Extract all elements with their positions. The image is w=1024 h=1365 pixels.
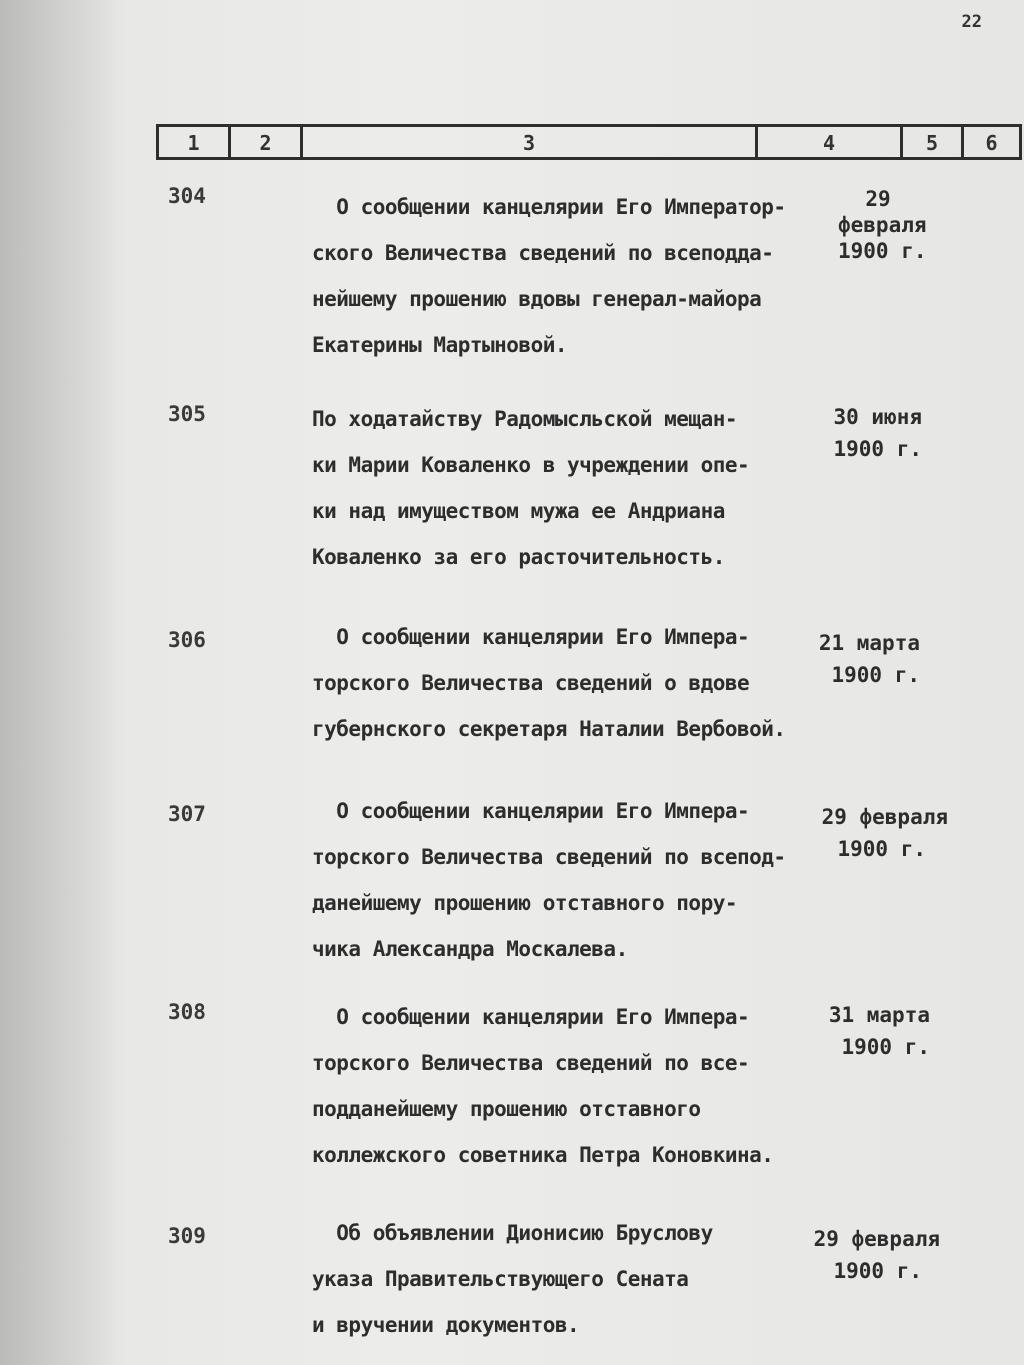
- date-line: 1900 г.: [831, 663, 920, 687]
- entry-date: [808, 804, 948, 862]
- date-line: февраля: [838, 213, 927, 237]
- date-line: 1900 г.: [833, 437, 922, 461]
- entry-date: [810, 1002, 930, 1060]
- header-col-1: 1: [156, 127, 228, 157]
- description-line: губернского секретаря Наталии Вербовой.: [312, 717, 786, 741]
- entry-number: 309: [168, 1224, 206, 1248]
- entry-number: 308: [168, 1000, 206, 1024]
- header-col-2: 2: [228, 127, 300, 157]
- column-header-table: [156, 124, 1022, 160]
- header-col-4: 4: [755, 127, 900, 157]
- entry-description: [312, 614, 822, 752]
- header-col-5: 5: [900, 127, 961, 157]
- description-line: Коваленко за его расточительность.: [312, 545, 725, 569]
- description-line: Екатерины Мартыновой.: [312, 333, 568, 357]
- description-line: подданейшему прошению отставного: [312, 1097, 701, 1121]
- page-number: 22: [961, 12, 982, 32]
- header-col-6: 6: [961, 127, 1022, 157]
- description-line: данейшему прошению отставного пору-: [312, 891, 738, 915]
- entry-description: [312, 994, 822, 1178]
- entry-number: 305: [168, 402, 206, 426]
- entry-date: [838, 186, 927, 264]
- description-line: Об объявлении Дионисию Бруслову: [312, 1221, 713, 1245]
- entry-description: [312, 396, 822, 580]
- binding-shadow: [0, 0, 120, 1365]
- description-line: и вручении документов.: [312, 1313, 580, 1337]
- entry-date: [804, 1226, 940, 1284]
- description-line: ского Величества сведений по всеподда-: [312, 241, 774, 265]
- description-line: торского Величества сведений о вдове: [312, 671, 750, 695]
- date-line: 1900 г.: [837, 837, 926, 861]
- entry-date: [806, 404, 922, 462]
- date-line: 29 февраля: [821, 805, 948, 829]
- description-line: По ходатайству Радомысльской мещан-: [312, 407, 738, 431]
- description-line: торского Величества сведений по все-: [312, 1051, 750, 1075]
- entry-number: 304: [168, 184, 206, 208]
- description-line: О сообщении канцелярии Его Импера-: [312, 625, 750, 649]
- date-line: 30 июня: [833, 405, 922, 429]
- description-line: чика Александра Москалева.: [312, 937, 628, 961]
- description-line: О сообщении канцелярии Его Импера-: [312, 1005, 750, 1029]
- entry-date: [808, 630, 920, 688]
- entry-description: [312, 184, 822, 368]
- description-line: ки Марии Коваленко в учреждении опе-: [312, 453, 750, 477]
- date-line: 29: [865, 187, 891, 211]
- header-col-3: 3: [300, 127, 755, 157]
- description-line: коллежского советника Петра Коновкина.: [312, 1143, 774, 1167]
- date-line: 1900 г.: [841, 1035, 930, 1059]
- entry-number: 306: [168, 628, 206, 652]
- description-line: О сообщении канцелярии Его Импера-: [312, 799, 750, 823]
- description-line: указа Правительствующего Сената: [312, 1267, 689, 1291]
- entry-description: [312, 1210, 822, 1348]
- entry-number: 307: [168, 802, 206, 826]
- entry-description: [312, 788, 822, 972]
- date-line: 21 марта: [818, 631, 920, 655]
- date-line: 29 февраля: [813, 1227, 940, 1251]
- description-line: нейшему прошению вдовы генерал-майора: [312, 287, 762, 311]
- date-line: 1900 г.: [838, 239, 927, 263]
- description-line: ки над имуществом мужа ее Андриана: [312, 499, 725, 523]
- description-line: торского Величества сведений по всепод-: [312, 845, 786, 869]
- date-line: 31 марта: [828, 1003, 930, 1027]
- date-line: 1900 г.: [833, 1259, 922, 1283]
- description-line: О сообщении канцелярии Его Император-: [312, 195, 786, 219]
